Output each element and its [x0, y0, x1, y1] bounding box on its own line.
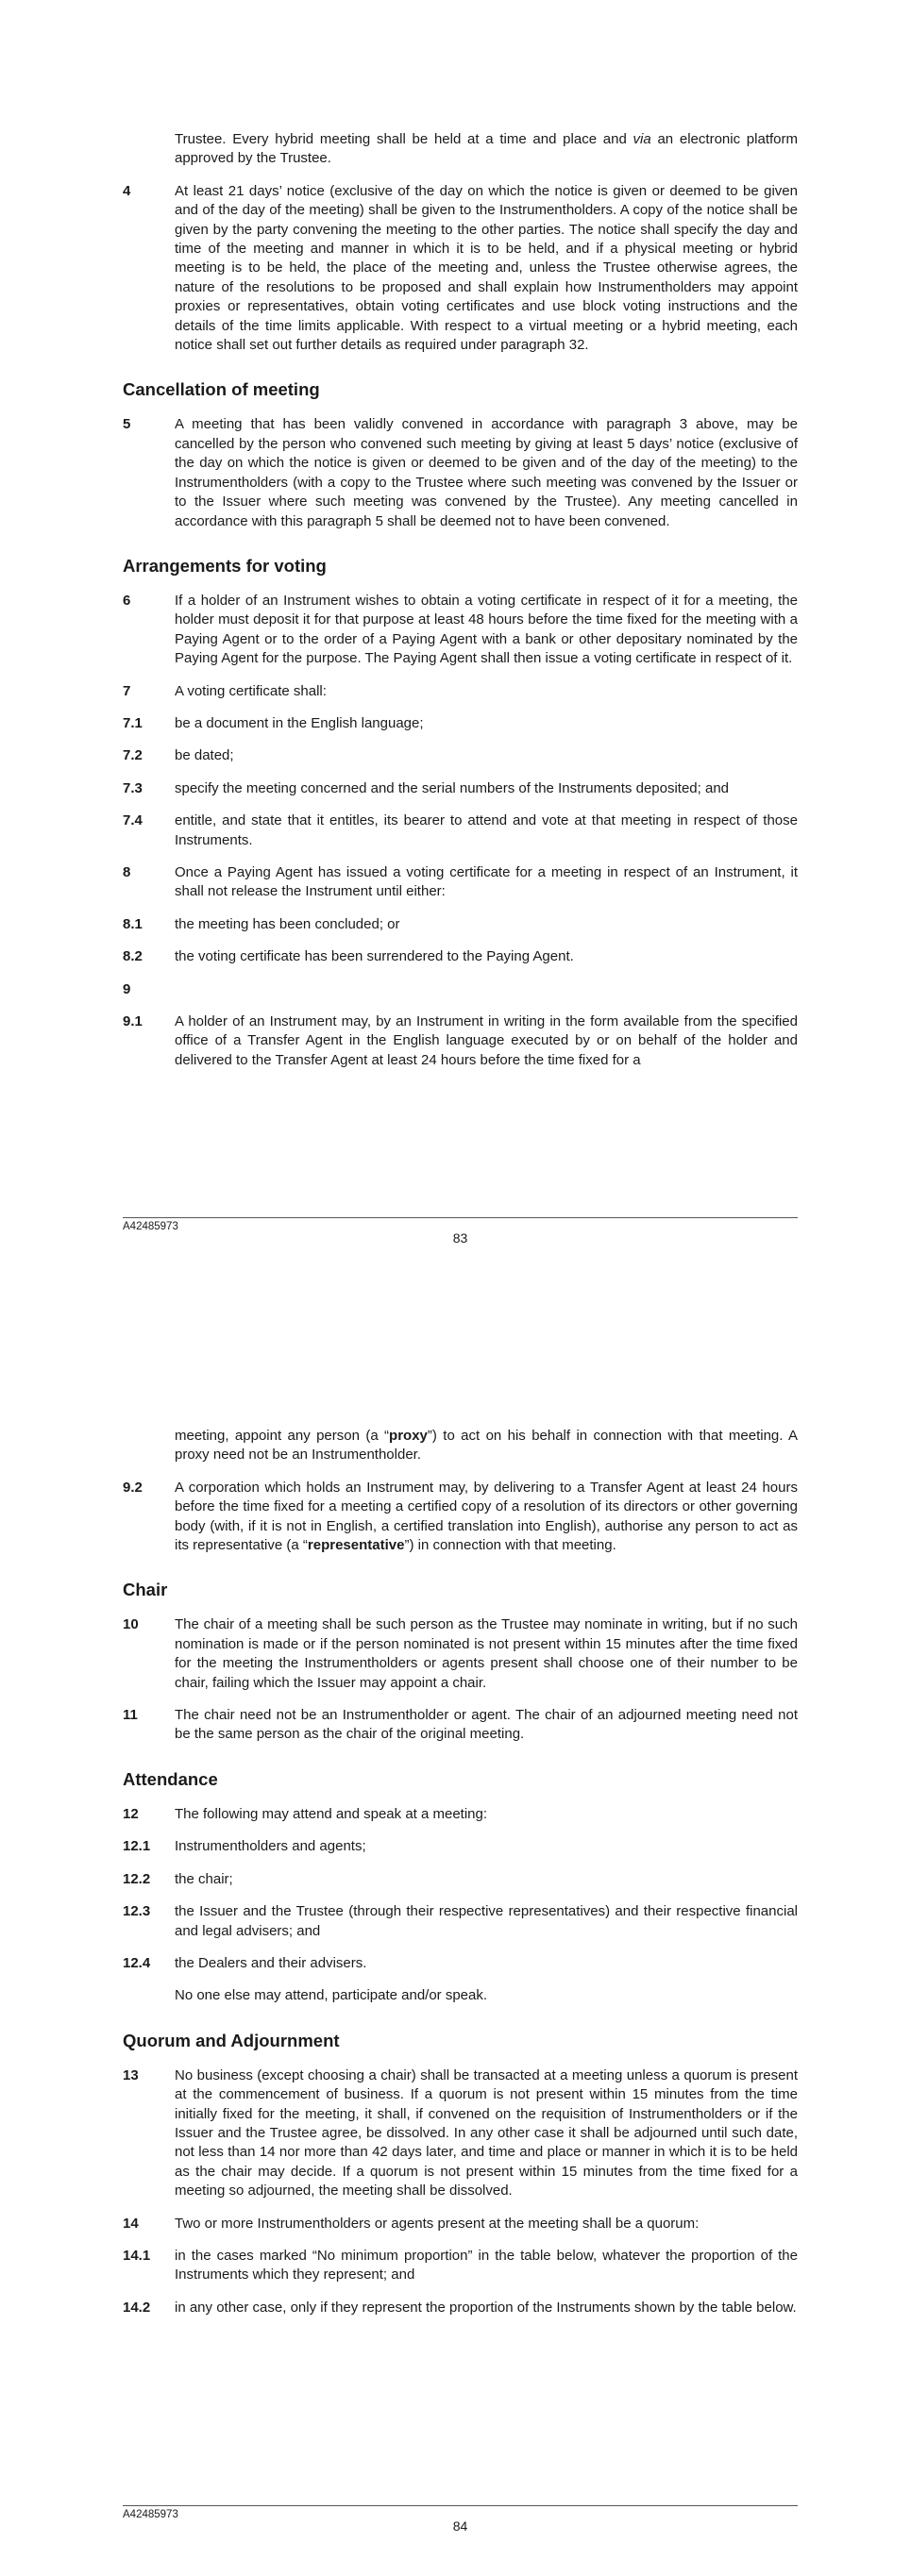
paragraph-text: specify the meeting concerned and the serial numbers of the Instruments deposited; and [175, 779, 730, 796]
paragraph-number: 9.1 [123, 1013, 143, 1029]
paragraph-number: 8 [123, 863, 131, 880]
footer-rule [123, 2505, 798, 2506]
text-part: A corporation which holds an Instrument may, by delivering to a Transfer Agent at least 24 hours before the time fixed for a meeting a certified copy of a resolution of its directors or other governing body (with, if it is not in English, a certified translation into English), authorise any person to act as its representative (a “ [175, 1479, 798, 1554]
document-reference: A42485973 [123, 1221, 178, 1232]
paragraph-number: 12.4 [123, 1954, 151, 1971]
paragraph-number: 8.2 [123, 948, 143, 965]
paragraph-text: Two or more Instrumentholders or agents present at the meeting shall be a quorum: [175, 2215, 700, 2232]
document-reference: A42485973 [123, 2509, 178, 2520]
paragraph-text: the chair; [175, 1870, 233, 1887]
paragraph-text: The following may attend and speak at a meeting: [175, 1805, 488, 1822]
page-footer [123, 2505, 798, 2534]
paragraph-8-1 [123, 915, 798, 934]
heading-chair: Chair [123, 1580, 168, 1600]
page-number: 83 [452, 1230, 468, 1246]
paragraph-number: 7.2 [123, 747, 143, 764]
page-number: 84 [452, 2518, 468, 2534]
paragraph-text: in any other case, only if they represent the proportion of the Instruments shown by the table below. [175, 2299, 797, 2316]
paragraph-4 [123, 182, 798, 356]
paragraph-text: the Dealers and their advisers. [175, 1954, 367, 1971]
continued-paragraph [123, 1427, 798, 1465]
paragraph-number: 5 [123, 416, 131, 433]
paragraph-text: A meeting that has been validly convened in accordance with paragraph 3 above, may be cancelled by the person who convened such meeting by giving at least 5 days’ notice (exclusive of the day on which the notice is given or deemed to be given and of the day of the meeting) to the Instrumentholders (with a copy to the Trustee where such meeting was convened by the Issuer or to the Issuer where such meeting was convened by the Trustee). Any meeting cancelled in accordance with this paragraph 5 shall be deemed not to have been convened. [175, 416, 798, 529]
paragraph-text [175, 980, 798, 999]
paragraph-14-2 [123, 2299, 798, 2317]
paragraph-7-1 [123, 714, 798, 733]
paragraph-12-tail: No one else may attend, participate and/or speak. [175, 1987, 488, 2004]
paragraph-text: be dated; [175, 747, 234, 764]
paragraph-number: 12 [123, 1805, 139, 1822]
paragraph-text: in the cases marked “No minimum proportion” in the table below, whatever the proportion of the Instruments which they represent; and [175, 2247, 798, 2283]
paragraph-9-2 [123, 1479, 798, 1556]
paragraph-14 [123, 2215, 798, 2233]
cont-text-tail: ”) to act on his behalf in connection with that meeting. A proxy need not be an Instrumentholder. [175, 1428, 798, 1464]
paragraph-number: 7.4 [123, 812, 143, 829]
paragraph-7-4 [123, 811, 798, 850]
paragraph-7-2 [123, 746, 798, 765]
paragraph-6 [123, 592, 798, 669]
paragraph-text: entitle, and state that it entitles, its bearer to attend and vote at that meeting in respect of those Instruments. [175, 812, 798, 848]
paragraph-number: 9 [123, 980, 131, 997]
paragraph-13 [123, 2066, 798, 2201]
page-84-content [123, 1427, 798, 2331]
paragraph-text: The chair need not be an Instrumentholder or agent. The chair of an adjourned meeting need not be the same person as the chair of the original meeting. [175, 1707, 798, 1743]
heading-voting: Arrangements for voting [123, 555, 327, 576]
paragraph-10 [123, 1615, 798, 1693]
paragraph-9-1 [123, 1012, 798, 1070]
paragraph-text: The chair of a meeting shall be such person as the Trustee may nominate in writing, but if no such nomination is made or if the person nominated is not present within 15 minutes after the time fixed for the meeting the Instrumentholders or agents present shall choose one of their number to be chair, failing which the Issuer may appoint a chair. [175, 1616, 798, 1691]
paragraph-number: 8.1 [123, 915, 143, 932]
footer-rule [123, 1217, 798, 1218]
paragraph-text: the voting certificate has been surrendered to the Paying Agent. [175, 948, 574, 965]
paragraph-number: 7.3 [123, 779, 143, 796]
page-83-content [123, 130, 798, 1083]
paragraph-number: 7.1 [123, 714, 143, 731]
cont-text-em: via [633, 131, 651, 147]
paragraph-number: 10 [123, 1616, 139, 1633]
cont-text: Trustee. Every hybrid meeting shall be held at a time and place and [175, 131, 633, 147]
paragraph-7 [123, 682, 798, 701]
paragraph-8-2 [123, 947, 798, 966]
text-part: ”) in connection with that meeting. [404, 1537, 616, 1554]
paragraph-number: 12.2 [123, 1870, 151, 1887]
paragraph-text [175, 1479, 798, 1556]
page-84 [0, 1288, 911, 2576]
paragraph-11 [123, 1706, 798, 1745]
paragraph-9 [123, 980, 798, 999]
heading-attendance: Attendance [123, 1768, 218, 1789]
paragraph-number: 14.2 [123, 2299, 151, 2316]
cont-text-tail: an electronic platform approved by the Trustee. [175, 131, 798, 167]
paragraph-text: At least 21 days’ notice (exclusive of the day on which the notice is given or deemed to be given and of the day of the meeting) shall be given to the Instrumentholders. A copy of the notice shall be given by the party convening the meeting to the other parties. The notice shall specify the day and time of the meeting and manner in which it is to be held, and if a physical meeting or hybrid meeting is to be held, the place of the meeting and, unless the Trustee otherwise agrees, the nature of the resolutions to be proposed and shall explain how Instrumentholders may appoint proxies or representatives, obtain voting certificates and use block voting instructions and the details of the time limits applicable. With respect to a virtual meeting or a hybrid meeting, each notice shall set out further details as required under paragraph 32. [175, 182, 798, 354]
heading-quorum: Quorum and Adjournment [123, 2030, 340, 2050]
paragraph-text: If a holder of an Instrument wishes to obtain a voting certificate in respect of it for a meeting, the holder must deposit it for that purpose at least 48 hours before the time fixed for the meeting with a Paying Agent or to the order of a Paying Agent with a bank or other depositary nominated by the Paying Agent for the purpose. The Paying Agent shall then issue a voting certificate in respect of it. [175, 592, 798, 667]
paragraph-12 [123, 1805, 798, 1824]
paragraph-text: Instrumentholders and agents; [175, 1838, 366, 1855]
cont-text: meeting, appoint any person (a “ [175, 1428, 390, 1444]
paragraph-12-2 [123, 1870, 798, 1889]
paragraph-number: 14.1 [123, 2247, 151, 2264]
paragraph-number: 9.2 [123, 1479, 143, 1496]
paragraph-number: 12.3 [123, 1903, 151, 1920]
paragraph-text: A voting certificate shall: [175, 682, 327, 699]
defined-term-representative: representative [307, 1537, 405, 1554]
paragraph-12-3 [123, 1902, 798, 1941]
paragraph-number: 14 [123, 2215, 139, 2232]
paragraph-number: 12.1 [123, 1838, 151, 1855]
paragraph-number: 7 [123, 682, 131, 699]
paragraph-number: 11 [123, 1707, 138, 1724]
paragraph-8 [123, 863, 798, 902]
paragraph-7-3 [123, 779, 798, 798]
paragraph-number: 4 [123, 182, 131, 199]
heading-cancellation: Cancellation of meeting [123, 379, 320, 400]
paragraph-12-1 [123, 1837, 798, 1856]
continued-paragraph [123, 130, 798, 169]
paragraph-text: the Issuer and the Trustee (through their respective representatives) and their respective financial and legal advisers; and [175, 1903, 798, 1939]
paragraph-text: No business (except choosing a chair) shall be transacted at a meeting unless a quorum is present at the commencement of business. If a quorum is not present within 15 minutes from the time initially fixed for the meeting, it shall, if convened on the requisition of Instrumentholders or if the Issuer and the Trustee agree, be dissolved. In any other case it shall be adjourned until such date, not less than 14 nor more than 42 days later, and time and place or manner in which it is to be held as the chair may decide. If a quorum is not present within 15 minutes from the time fixed for a meeting so adjourned, the meeting shall be dissolved. [175, 2066, 798, 2200]
paragraph-text: the meeting has been concluded; or [175, 915, 400, 932]
paragraph-text: be a document in the English language; [175, 714, 424, 731]
paragraph-5 [123, 415, 798, 530]
paragraph-number: 6 [123, 592, 131, 609]
paragraph-number: 13 [123, 2066, 139, 2083]
paragraph-text: Once a Paying Agent has issued a voting certificate for a meeting in respect of an Instrument, it shall not release the Instrument until either: [175, 863, 798, 900]
defined-term-proxy: proxy [389, 1428, 428, 1444]
paragraph-text: A holder of an Instrument may, by an Instrument in writing in the form available from the specified office of a Transfer Agent in the English language executed by or on behalf of the holder and delivered to the Transfer Agent at least 24 hours before the time fixed for a [175, 1013, 798, 1068]
paragraph-14-1 [123, 2247, 798, 2285]
paragraph-12-4 [123, 1954, 798, 1973]
page-footer [123, 1217, 798, 1246]
